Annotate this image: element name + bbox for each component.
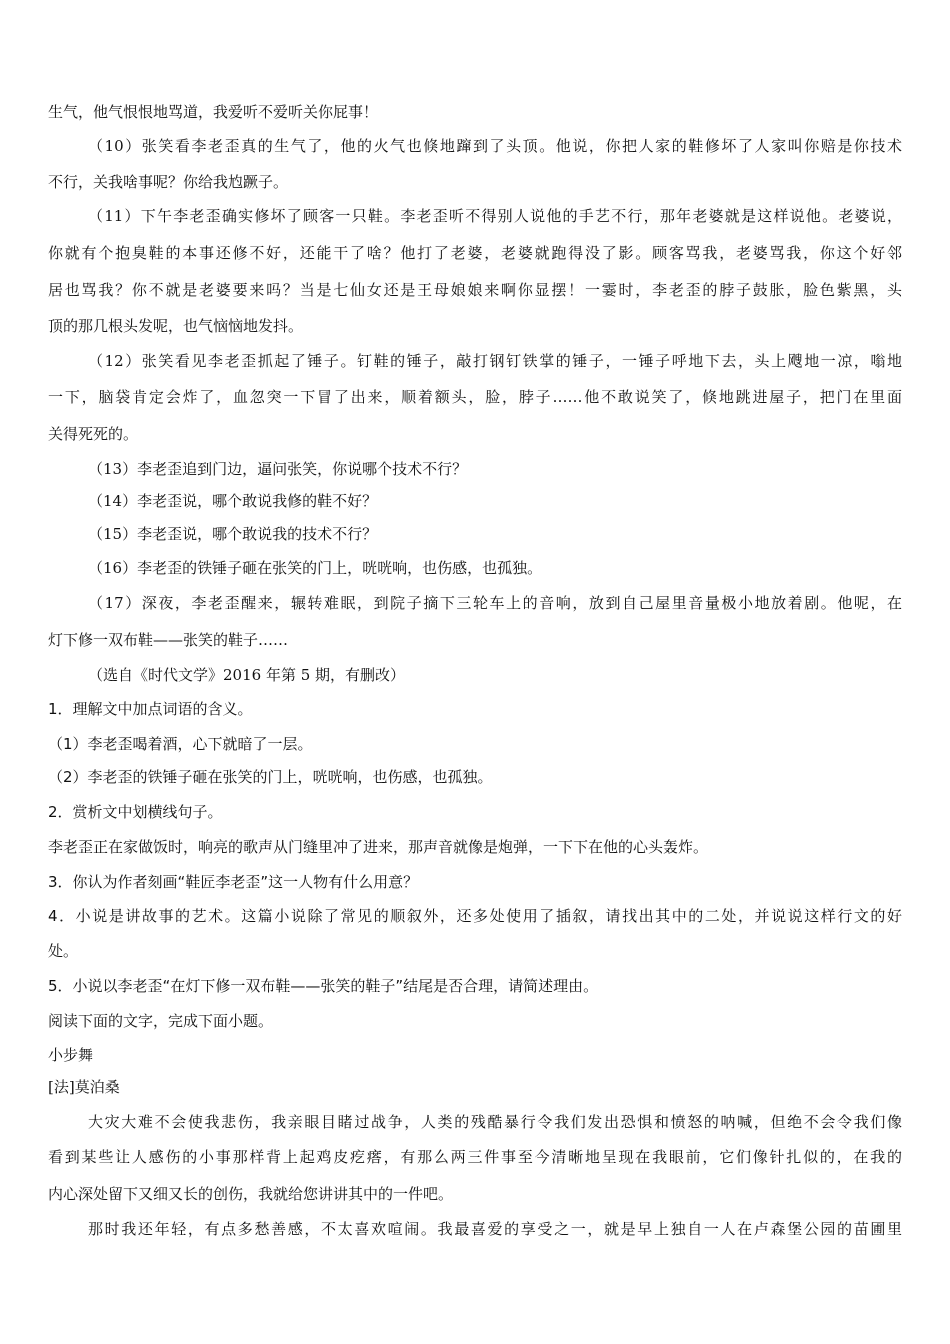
story-line: 一下，脑袋肯定会炸了，血忽突一下冒了出来，顺着额头，脸，脖子……他不敢说笑了，倏地跳进屋子，把门在里面	[48, 388, 902, 406]
story-line: 生气，他气恨恨地骂道，我爱听不爱听关你屁事！	[48, 103, 379, 121]
story-paragraph-13: （13）李老歪追到门边，逼问张笑，你说哪个技术不行？	[88, 460, 468, 478]
passage-paragraph-2: 那时我还年轻，有点多愁善感，不太喜欢喧闹。我最喜爱的享受之一，就是早上独自一人在卢森堡公园的苗圃里	[88, 1220, 902, 1238]
passage-author: [法]莫泊桑	[48, 1078, 120, 1096]
passage-line: 看到某些让人感伤的小事那样背上起鸡皮疙瘩，有那么两三件事至今清晰地呈现在我眼前，它们像针扎似的，在我的	[48, 1148, 902, 1166]
story-paragraph-17: （17）深夜，李老歪醒来，辗转难眠，到院子摘下三轮车上的音响，放到自己屋里音量极小地放着剧。他呢，在	[88, 594, 902, 612]
question-4: 4．小说是讲故事的艺术。这篇小说除了常见的顺叙外，还多处使用了插叙，请找出其中的二处，并说说这样行文的好	[48, 907, 902, 925]
story-line: 顶的那几根头发呢，也气恼恼地发抖。	[48, 317, 304, 335]
story-paragraph-14: （14）李老歪说，哪个敢说我修的鞋不好？	[88, 492, 378, 510]
story-line: 你就有个抱臭鞋的本事还修不好，还能干了啥？他打了老婆，老婆就跑得没了影。顾客骂我，老婆骂我，你这个好邻	[48, 244, 902, 262]
story-paragraph-15: （15）李老歪说，哪个敢说我的技术不行？	[88, 525, 378, 543]
reading-instruction: 阅读下面的文字，完成下面小题。	[48, 1012, 274, 1030]
story-line: 不行，关我啥事呢？你给我尥蹶子。	[48, 173, 289, 191]
question-2: 2．赏析文中划横线句子。	[48, 803, 223, 821]
story-paragraph-11: （11）下午李老歪确实修坏了顾客一只鞋。李老歪听不得别人说他的手艺不行，那年老婆就是这样说他。老婆说，	[88, 207, 902, 225]
story-line: 灯下修一双布鞋——张笑的鞋子……	[48, 631, 289, 649]
question-3: 3．你认为作者刻画“鞋匠李老歪”这一人物有什么用意？	[48, 873, 419, 891]
question-1: 1．理解文中加点词语的含义。	[48, 700, 253, 718]
question-1-item-2: （2）李老歪的铁锤子砸在张笑的门上，咣咣响，也伤感，也孤独。	[48, 768, 493, 786]
story-paragraph-10: （10）张笑看李老歪真的生气了，他的火气也倏地蹿到了头顶。他说，你把人家的鞋修坏了人家叫你赔是你技术	[88, 137, 902, 155]
passage-line: 内心深处留下又细又长的创伤，我就给您讲讲其中的一件吧。	[48, 1185, 454, 1203]
story-paragraph-16: （16）李老歪的铁锤子砸在张笑的门上，咣咣响，也伤感，也孤独。	[88, 559, 543, 577]
story-paragraph-12: （12）张笑看见李老歪抓起了锤子。钉鞋的锤子，敲打钢钉铁掌的锤子，一锤子呼地下去，头上飕地一凉，嗡地	[88, 352, 902, 370]
question-4-continued: 处。	[48, 942, 79, 960]
story-source: （选自《时代文学》2016 年第 5 期，有删改）	[88, 666, 406, 684]
passage-title: 小步舞	[48, 1046, 94, 1064]
passage-paragraph-1: 大灾大难不会使我悲伤，我亲眼目睹过战争，人类的残酷暴行令我们发出恐惧和愤怒的呐喊，但绝不会令我们像	[88, 1113, 902, 1131]
question-2-sentence: 李老歪正在家做饭时，响亮的歌声从门缝里冲了进来，那声音就像是炮弹，一下下在他的心头轰炸。	[48, 838, 709, 856]
question-5: 5．小说以李老歪“在灯下修一双布鞋——张笑的鞋子”结尾是否合理，请简述理由。	[48, 977, 599, 995]
story-line: 关得死死的。	[48, 425, 139, 443]
story-line: 居也骂我？你不就是老婆要来吗？当是七仙女还是王母娘娘来啊你显摆！一霎时，李老歪的脖子鼓胀，脸色紫黑，头	[48, 281, 902, 299]
question-1-item-1: （1）李老歪喝着酒，心下就暗了一层。	[48, 735, 313, 753]
